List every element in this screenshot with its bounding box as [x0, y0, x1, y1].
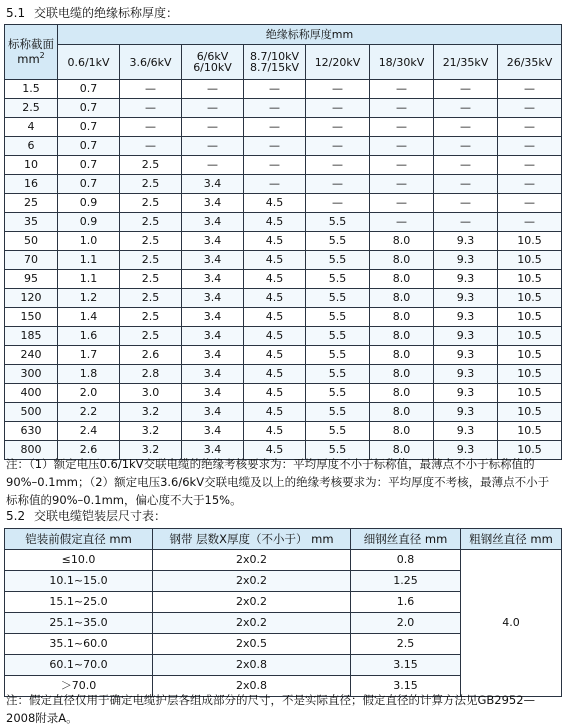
voltage-header-line1: 0.6/1kV: [67, 55, 110, 69]
thickness-cell: 9.3: [434, 232, 498, 251]
thickness-cell: —: [370, 137, 434, 156]
thickness-cell: 9.3: [434, 346, 498, 365]
thickness-cell: 8.0: [370, 403, 434, 422]
thickness-cell: —: [498, 137, 562, 156]
thickness-cell: —: [370, 175, 434, 194]
fine-wire-cell: 0.8: [351, 550, 461, 571]
section-5-2-title: [6, 509, 166, 523]
steel-tape-cell: 2x0.5: [153, 634, 351, 655]
thickness-cell: 3.4: [182, 213, 244, 232]
thickness-cell: 3.4: [182, 327, 244, 346]
thickness-cell: 5.5: [306, 365, 370, 384]
area-cell: 50: [5, 232, 58, 251]
voltage-header-cell: [182, 45, 244, 80]
table-row: [5, 550, 562, 571]
thickness-cell: 10.5: [498, 365, 562, 384]
thickness-cell: —: [370, 80, 434, 99]
section-number: 5.1: [6, 6, 26, 20]
voltage-header-line1: 8.7/10kV: [249, 50, 300, 64]
thickness-cell: 8.0: [370, 422, 434, 441]
thickness-cell: —: [370, 99, 434, 118]
thickness-cell: —: [244, 156, 306, 175]
table-row: [5, 289, 562, 308]
thickness-cell: —: [244, 175, 306, 194]
thickness-cell: 3.4: [182, 441, 244, 460]
thickness-cell: 10.5: [498, 384, 562, 403]
thickness-cell: —: [244, 137, 306, 156]
thickness-cell: 2.2: [58, 403, 120, 422]
thickness-cell: 8.0: [370, 441, 434, 460]
voltage-header-cell: [498, 45, 562, 80]
thickness-cell: 3.2: [120, 422, 182, 441]
area-cell: 16: [5, 175, 58, 194]
thickness-cell: 8.0: [370, 365, 434, 384]
thickness-cell: 3.4: [182, 384, 244, 403]
voltage-header-cell: [244, 45, 306, 80]
area-header-line2: $mm^2$: [17, 51, 45, 66]
area-cell: 240: [5, 346, 58, 365]
diameter-cell: 35.1~60.0: [5, 634, 153, 655]
thickness-cell: 5.5: [306, 232, 370, 251]
thickness-cell: 4.5: [244, 308, 306, 327]
thickness-cell: 1.1: [58, 251, 120, 270]
area-cell: 10: [5, 156, 58, 175]
thickness-cell: 8.0: [370, 346, 434, 365]
thickness-cell: —: [498, 80, 562, 99]
thickness-cell: 8.0: [370, 327, 434, 346]
table-row: [5, 137, 562, 156]
thickness-cell: 2.5: [120, 175, 182, 194]
thickness-cell: 10.5: [498, 289, 562, 308]
thickness-cell: 4.5: [244, 403, 306, 422]
thickness-cell: 5.5: [306, 422, 370, 441]
fine-wire-cell: 1.25: [351, 571, 461, 592]
thickness-cell: —: [244, 118, 306, 137]
coarse-wire-cell: 4.0: [461, 550, 562, 697]
note-2-line1: 注：假定直径仅用于确定电缆护层各组成部分的尺寸，不是实际直径；假定直径的计算方法见GB2952—: [6, 693, 536, 707]
section-5-1-title: [6, 6, 178, 20]
thickness-cell: 2.5: [120, 213, 182, 232]
thickness-cell: 4.5: [244, 365, 306, 384]
thickness-cell: 5.5: [306, 251, 370, 270]
table-row: [5, 80, 562, 99]
section-title-text: 交联电缆铠装层尺寸表：: [34, 509, 167, 523]
thickness-cell: 3.4: [182, 403, 244, 422]
voltage-header-line1: 3.6/6kV: [129, 55, 172, 69]
thickness-cell: —: [434, 99, 498, 118]
steel-tape-cell: 2x0.2: [153, 571, 351, 592]
thickness-cell: 4.5: [244, 441, 306, 460]
thickness-cell: 2.5: [120, 251, 182, 270]
area-cell: 70: [5, 251, 58, 270]
thickness-cell: 9.3: [434, 403, 498, 422]
armor-table-body: [5, 550, 562, 697]
steel-tape-cell: 2x0.8: [153, 676, 351, 697]
diameter-cell: ＞70.0: [5, 676, 153, 697]
thickness-cell: 9.3: [434, 270, 498, 289]
thickness-cell: —: [306, 99, 370, 118]
thickness-cell: 3.4: [182, 365, 244, 384]
armor-header-cell: 粗钢丝直径 mm: [461, 529, 562, 550]
thickness-cell: 4.5: [244, 327, 306, 346]
area-cell: 800: [5, 441, 58, 460]
thickness-cell: —: [120, 118, 182, 137]
thickness-cell: 5.5: [306, 270, 370, 289]
thickness-cell: —: [182, 99, 244, 118]
area-cell: 2.5: [5, 99, 58, 118]
section-number: 5.2: [6, 509, 26, 523]
table-row: [5, 270, 562, 289]
area-cell: 1.5: [5, 80, 58, 99]
thickness-cell: 5.5: [306, 384, 370, 403]
thickness-cell: —: [370, 213, 434, 232]
thickness-cell: 0.7: [58, 137, 120, 156]
diameter-cell: ≤10.0: [5, 550, 153, 571]
area-cell: 25: [5, 194, 58, 213]
thickness-cell: —: [306, 156, 370, 175]
thickness-cell: —: [182, 80, 244, 99]
diameter-cell: 25.1~35.0: [5, 613, 153, 634]
thickness-cell: 0.7: [58, 175, 120, 194]
area-cell: 400: [5, 384, 58, 403]
diameter-cell: 60.1~70.0: [5, 655, 153, 676]
area-cell: 500: [5, 403, 58, 422]
thickness-cell: 1.6: [58, 327, 120, 346]
thickness-cell: 5.5: [306, 441, 370, 460]
insulation-thickness-table: [4, 24, 562, 460]
steel-tape-cell: 2x0.2: [153, 613, 351, 634]
thickness-cell: —: [120, 137, 182, 156]
table-row: [5, 99, 562, 118]
thickness-cell: 1.4: [58, 308, 120, 327]
note-1-line2: 90%–0.1mm；（2）额定电压3.6/6kV交联电缆及以上的绝缘考核要求为：平均厚度不考核，最薄点不小于: [6, 475, 550, 489]
voltage-header-line1: 21/35kV: [442, 55, 489, 69]
thickness-cell: 9.3: [434, 308, 498, 327]
diameter-cell: 15.1~25.0: [5, 592, 153, 613]
thickness-cell: —: [498, 118, 562, 137]
table-row: [5, 422, 562, 441]
table-row: [5, 232, 562, 251]
thickness-cell: 3.4: [182, 308, 244, 327]
thickness-cell: 10.5: [498, 403, 562, 422]
thickness-cell: 3.4: [182, 194, 244, 213]
thickness-cell: —: [370, 156, 434, 175]
thickness-cell: 0.9: [58, 213, 120, 232]
area-cell: 150: [5, 308, 58, 327]
armor-header-cell: 钢带 层数X厚度（不小于） mm: [153, 529, 351, 550]
thickness-cell: —: [434, 156, 498, 175]
thickness-cell: 4.5: [244, 270, 306, 289]
table-row: [5, 365, 562, 384]
note-1-line1: 注：（1）额定电压0.6/1kV交联电缆的绝缘考核要求为：平均厚度不小于标称值，最薄点不小于标称值的: [6, 457, 535, 471]
thickness-cell: —: [182, 118, 244, 137]
thickness-cell: 3.4: [182, 289, 244, 308]
table-row: [5, 327, 562, 346]
insulation-table-body: [5, 80, 562, 460]
thickness-cell: 10.5: [498, 251, 562, 270]
thickness-cell: —: [434, 137, 498, 156]
thickness-cell: 2.5: [120, 289, 182, 308]
thickness-cell: 8.0: [370, 232, 434, 251]
thickness-cell: 4.5: [244, 251, 306, 270]
thickness-cell: 4.5: [244, 422, 306, 441]
thickness-cell: 1.8: [58, 365, 120, 384]
thickness-cell: —: [182, 156, 244, 175]
table-row: [5, 194, 562, 213]
thickness-cell: 4.5: [244, 213, 306, 232]
area-cell: 95: [5, 270, 58, 289]
table-row: [5, 156, 562, 175]
thickness-cell: —: [434, 118, 498, 137]
area-cell: 185: [5, 327, 58, 346]
thickness-cell: 10.5: [498, 308, 562, 327]
voltage-header-cell: [58, 45, 120, 80]
area-header: [5, 25, 58, 80]
thickness-cell: 1.2: [58, 289, 120, 308]
table-row: [5, 384, 562, 403]
voltage-header-cell: [370, 45, 434, 80]
thickness-cell: —: [244, 99, 306, 118]
thickness-cell: —: [434, 213, 498, 232]
table-row: [5, 118, 562, 137]
thickness-cell: 2.5: [120, 194, 182, 213]
thickness-cell: 10.5: [498, 232, 562, 251]
thickness-cell: 8.0: [370, 384, 434, 403]
thickness-cell: —: [182, 137, 244, 156]
table-row: [5, 308, 562, 327]
table-row: [5, 213, 562, 232]
thickness-cell: 0.7: [58, 156, 120, 175]
voltage-header-line1: 26/35kV: [506, 55, 553, 69]
thickness-cell: —: [434, 175, 498, 194]
area-cell: 35: [5, 213, 58, 232]
table-row: [5, 403, 562, 422]
thickness-cell: 5.5: [306, 213, 370, 232]
voltage-header-cell: [306, 45, 370, 80]
thickness-cell: 3.4: [182, 175, 244, 194]
thickness-cell: 4.5: [244, 232, 306, 251]
note-2-line2: 2008附录A。: [6, 711, 78, 725]
area-cell: 120: [5, 289, 58, 308]
thickness-cell: 0.9: [58, 194, 120, 213]
area-cell: 300: [5, 365, 58, 384]
steel-tape-cell: 2x0.2: [153, 592, 351, 613]
thickness-cell: —: [498, 99, 562, 118]
thickness-cell: 1.1: [58, 270, 120, 289]
thickness-cell: 2.6: [120, 346, 182, 365]
thickness-cell: 9.3: [434, 365, 498, 384]
thickness-cell: 3.4: [182, 422, 244, 441]
area-header-line1: 标称截面: [8, 37, 54, 51]
thickness-cell: 10.5: [498, 346, 562, 365]
fine-wire-cell: 2.0: [351, 613, 461, 634]
armor-layer-table: [4, 528, 562, 697]
thickness-cell: 5.5: [306, 327, 370, 346]
thickness-cell: 2.5: [120, 308, 182, 327]
area-cell: 6: [5, 137, 58, 156]
thickness-cell: 4.5: [244, 289, 306, 308]
table-row: [5, 175, 562, 194]
thickness-cell: 5.5: [306, 289, 370, 308]
armor-header-cell: 细钢丝直径 mm: [351, 529, 461, 550]
thickness-cell: 9.3: [434, 422, 498, 441]
thickness-cell: 8.0: [370, 270, 434, 289]
fine-wire-cell: 3.15: [351, 655, 461, 676]
thickness-cell: 2.5: [120, 156, 182, 175]
voltage-header-cell: [434, 45, 498, 80]
thickness-cell: 3.4: [182, 346, 244, 365]
thickness-cell: —: [370, 118, 434, 137]
thickness-cell: 10.5: [498, 422, 562, 441]
thickness-cell: 4.5: [244, 384, 306, 403]
thickness-cell: 0.7: [58, 80, 120, 99]
thickness-cell: —: [306, 194, 370, 213]
thickness-cell: —: [120, 99, 182, 118]
area-cell: 4: [5, 118, 58, 137]
area-cell: 630: [5, 422, 58, 441]
thickness-cell: 9.3: [434, 289, 498, 308]
thickness-cell: —: [306, 175, 370, 194]
thickness-cell: 3.2: [120, 403, 182, 422]
fine-wire-cell: 3.15: [351, 676, 461, 697]
thickness-cell: 9.3: [434, 251, 498, 270]
thickness-cell: 3.2: [120, 441, 182, 460]
thickness-group-header: 绝缘标称厚度mm: [58, 25, 562, 45]
steel-tape-cell: 2x0.2: [153, 550, 351, 571]
armor-header-row: [5, 529, 562, 550]
table-row: [5, 251, 562, 270]
thickness-cell: 2.0: [58, 384, 120, 403]
thickness-cell: —: [306, 118, 370, 137]
thickness-cell: 3.4: [182, 251, 244, 270]
thickness-cell: 3.4: [182, 232, 244, 251]
voltage-header-line1: 12/20kV: [314, 55, 361, 69]
voltage-header-line1: 6/6kV: [196, 50, 229, 64]
thickness-cell: 9.3: [434, 384, 498, 403]
thickness-cell: 4.5: [244, 346, 306, 365]
thickness-cell: 5.5: [306, 308, 370, 327]
thickness-cell: 2.4: [58, 422, 120, 441]
table-row: [5, 346, 562, 365]
thickness-cell: —: [498, 194, 562, 213]
thickness-cell: —: [120, 80, 182, 99]
thickness-cell: 8.0: [370, 308, 434, 327]
voltage-header-line2: 8.7/15kV: [249, 61, 300, 75]
thickness-cell: —: [244, 80, 306, 99]
thickness-cell: —: [306, 137, 370, 156]
armor-header-cell: 铠装前假定直径 mm: [5, 529, 153, 550]
section-title-text: 交联电缆的绝缘标称厚度：: [34, 6, 179, 20]
thickness-cell: —: [434, 194, 498, 213]
thickness-cell: 5.5: [306, 346, 370, 365]
thickness-cell: 10.5: [498, 327, 562, 346]
thickness-cell: 2.6: [58, 441, 120, 460]
thickness-cell: —: [434, 80, 498, 99]
thickness-cell: 2.5: [120, 270, 182, 289]
thickness-cell: 1.7: [58, 346, 120, 365]
fine-wire-cell: 2.5: [351, 634, 461, 655]
thickness-cell: 5.5: [306, 403, 370, 422]
note-1-line3: 标称值的90%–0.1mm，偏心度不大于15%。: [6, 493, 242, 507]
thickness-cell: 2.8: [120, 365, 182, 384]
thickness-cell: 3.0: [120, 384, 182, 403]
voltage-header-line2: 6/10kV: [193, 61, 232, 75]
thickness-cell: 2.5: [120, 327, 182, 346]
note-1: [6, 455, 558, 509]
voltage-header-line1: 18/30kV: [378, 55, 425, 69]
thickness-cell: 9.3: [434, 441, 498, 460]
fine-wire-cell: 1.6: [351, 592, 461, 613]
thickness-cell: 8.0: [370, 251, 434, 270]
thickness-cell: —: [498, 175, 562, 194]
voltage-header-cell: [120, 45, 182, 80]
thickness-cell: 3.4: [182, 270, 244, 289]
thickness-cell: —: [306, 80, 370, 99]
thickness-cell: 8.0: [370, 289, 434, 308]
thickness-cell: —: [370, 194, 434, 213]
thickness-cell: 9.3: [434, 327, 498, 346]
thickness-cell: 0.7: [58, 99, 120, 118]
thickness-cell: 10.5: [498, 441, 562, 460]
diameter-cell: 10.1~15.0: [5, 571, 153, 592]
thickness-cell: 1.0: [58, 232, 120, 251]
thickness-cell: 2.5: [120, 232, 182, 251]
thickness-cell: 4.5: [244, 194, 306, 213]
steel-tape-cell: 2x0.8: [153, 655, 351, 676]
voltage-header-row: [5, 45, 562, 80]
note-2: [6, 691, 558, 727]
thickness-cell: 10.5: [498, 270, 562, 289]
thickness-cell: —: [498, 213, 562, 232]
thickness-cell: 0.7: [58, 118, 120, 137]
thickness-cell: —: [498, 156, 562, 175]
